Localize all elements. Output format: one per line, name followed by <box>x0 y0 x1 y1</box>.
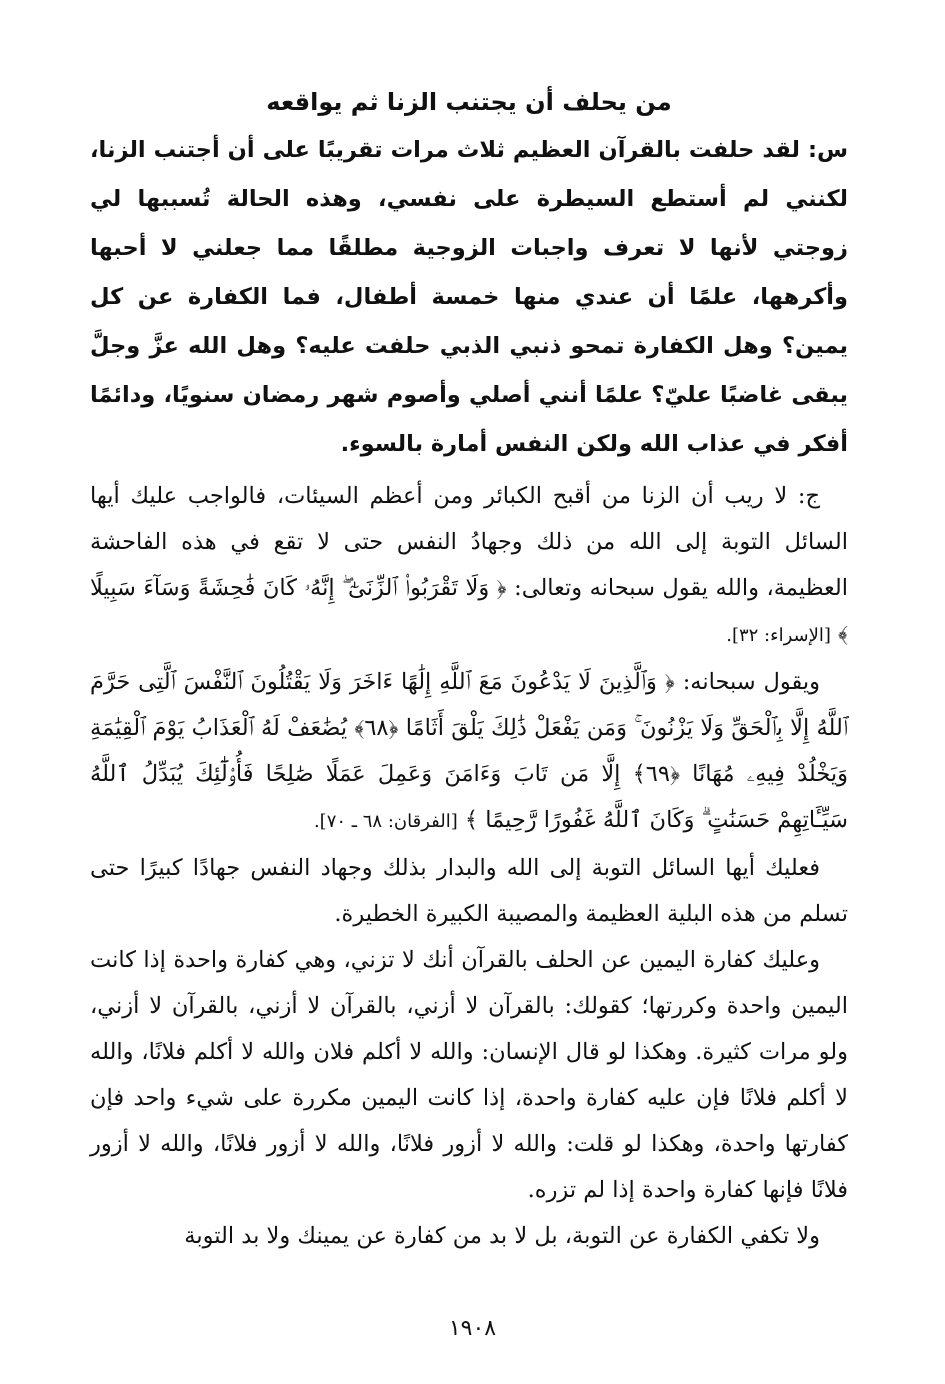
answer-paragraph-3: فعليك أيها السائل التوبة إلى الله والبدار بذلك وجهاد النفس جهادًا كبيرًا حتى تسلم من هذه البلية العظيمة والمصيبة الكبيرة الخطيرة. <box>90 855 848 927</box>
quran-verse-furqan: ﴿ وَٱلَّذِينَ لَا يَدْعُونَ مَعَ ٱللَّهِ إِلَٰهًا ءَاخَرَ وَلَا يَقْتُلُونَ ٱلنَّفْسَ ٱلَّتِى حَرَّمَ ٱللَّهُ إِلَّا بِٱلْحَقِّ وَلَا يَزْنُونَ ۚ وَمَن يَفْعَلْ ذَٰلِكَ يَلْقَ أَثَامًا ﴿٦٨﴾ يُضَٰعَفْ لَهُ ٱلْعَذَابُ يَوْمَ ٱلْقِيَٰمَةِ وَيَخْلُدْ فِيهِۦ مُهَانًا ﴿٦٩﴾ إِلَّا مَن تَابَ وَءَامَنَ وَعَمِلَ عَمَلًا صَٰلِحًا فَأُو۟لَٰٓئِكَ يُبَدِّلُ ٱللَّهُ سَيِّـَٔاتِهِمْ حَسَنَٰتٍ ۗ وَكَانَ ٱللَّهُ غَفُورًا رَّحِيمًا ﴾ <box>90 669 848 833</box>
question-paragraph <box>90 126 848 469</box>
answer-paragraph-5: ولا تكفي الكفارة عن التوبة، بل لا بد من كفارة عن يمينك ولا بد التوبة <box>184 1223 820 1249</box>
answer-text-1: لا ريب أن الزنا من أقبح الكبائر ومن أعظم السيئات، فالواجب عليك أيها السائل التوبة إلى الله من ذلك وجهادُ النفس حتى لا تقع في هذه الفاحشة العظيمة، والله يقول سبحانه وتعالى: <box>90 483 849 601</box>
answer-label: ج: <box>797 483 820 509</box>
verse-reference-furqan: [الفرقان: ٦٨ ـ ٧٠]. <box>313 811 458 832</box>
quran-verse-isra: ﴿ وَلَا تَقْرَبُوا۟ ٱلزِّنَىٰٓ ۖ إِنَّهُۥ كَانَ فَٰحِشَةً وَسَآءَ سَبِيلًا ﴾ <box>90 575 848 647</box>
verse-reference-isra: [الإسراء: ٣٢]. <box>726 625 831 646</box>
answer-text-2: ويقول سبحانه: <box>682 669 820 695</box>
question-label: س: <box>807 137 848 163</box>
question-text: لقد حلفت بالقرآن العظيم ثلاث مرات تقريبًا على أن أجتنب الزنا، لكنني لم أستطع السيطرة على نفسي، وهذه الحالة تُسببها لي زوجتي لأنها لا تعرف واجبات الزوجية مطلقًا مما جعلني لا أحبها وأكرهها، علمًا أن عندي منها خمسة أطفال، فما الكفارة عن كل يمين؟ وهل الكفارة تمحو ذنبي الذبي حلفت عليه؟ وهل الله عزَّ وجلَّ يبقى غاضبًا عليّ؟ علمًا أنني أصلي وأصوم شهر رمضان سنويًا، ودائمًا أفكر في عذاب الله ولكن النفس أمارة بالسوء. <box>90 137 848 457</box>
page-number: ١٩٠٨ <box>448 1316 497 1341</box>
answer-paragraph-4: وعليك كفارة اليمين عن الحلف بالقرآن أنك لا تزني، وهي كفارة واحدة إذا كانت اليمين واحدة وكررتها؛ كقولك: بالقرآن لا أزني، بالقرآن لا أزني، بالقرآن لا أزني، ولو مرات كثيرة. وهكذا لو قال الإنسان: والله لا أكلم فلان والله لا أكلم فلانًا، والله لا أكلم فلانًا فإن عليه كفارة واحدة، إذا كانت اليمين مكررة على شيء واحد فإن كفارتها واحدة، وهكذا لو قلت: والله لا أزور فلانًا، والله لا أزور فلانًا، والله لا أزور فلانًا فإنها كفارة واحدة إذا لم تزره. <box>90 947 848 1203</box>
answer-paragraph-1 <box>90 473 848 659</box>
page-content <box>90 84 848 1259</box>
answer-paragraph-2 <box>90 659 848 845</box>
page-title: من يحلف أن يجتنب الزنا ثم يواقعه <box>266 88 672 116</box>
